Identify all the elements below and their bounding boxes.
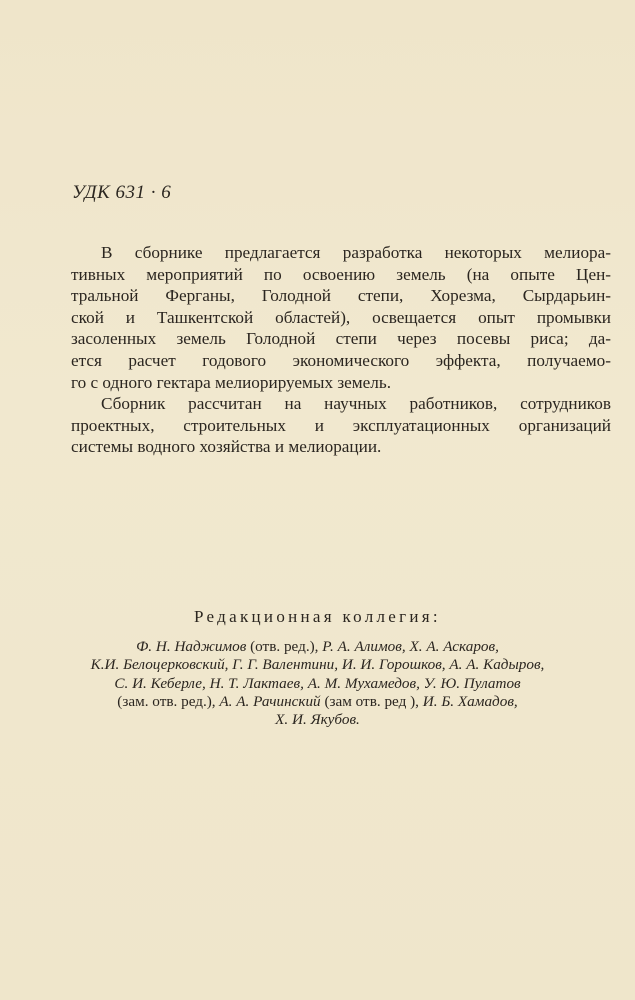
board-member-line xyxy=(0,675,635,693)
board-member-name: И. Б. Хамадов, xyxy=(422,692,518,710)
abstract-line: ской и Ташкентской областей), освещается опыт промывки xyxy=(71,307,611,327)
board-member-line xyxy=(0,656,635,674)
abstract-line: ется расчет годового экономического эффекта, получаемо- xyxy=(71,350,611,370)
board-member-name: Р. А. Алимов, Х. А. Аскаров, xyxy=(322,638,499,655)
board-member-line xyxy=(0,693,635,711)
board-member-role: (зам отв. ред ), xyxy=(320,692,423,710)
board-member-name: Х. И. Якубов. xyxy=(275,711,360,729)
abstract-line: системы водного хозяйства и мелиорации. xyxy=(71,437,382,457)
abstract-line: го с одного гектара мелиорируемых земель. xyxy=(71,372,392,392)
board-member-name: А. А. Рачинский xyxy=(219,692,321,710)
editorial-board-members xyxy=(0,638,635,729)
abstract-line: Сборник рассчитан на научных работников, сотрудников xyxy=(101,394,611,414)
abstract-line: В сборнике предлагается разработка некоторых мелиора- xyxy=(101,243,611,262)
board-member-name: С. И. Кеберле, Н. Т. Лактаев, А. М. Мухамедов, У. Ю. Пулатов xyxy=(114,674,521,692)
board-member-name: Ф. Н. Наджимов xyxy=(136,638,247,655)
abstract-line: засоленных земель Голодной степи через посевы риса; да- xyxy=(71,329,611,349)
abstract-text xyxy=(71,242,611,458)
board-member-role: (зам. отв. ред.), xyxy=(117,692,220,710)
abstract-line: тральной Ферганы, Голодной степи, Хорезма, Сырдарьин- xyxy=(71,286,611,306)
board-member-name: К.И. Белоцерковский, Г. Г. Валентини, И. И. Горошков, А. А. Кадыров, xyxy=(90,656,545,674)
board-member-role: (отв. ред.), xyxy=(246,638,323,655)
editorial-board-heading: Редакционная коллегия: xyxy=(194,607,441,626)
abstract-line: тивных мероприятий по освоению земель (на опыте Цен- xyxy=(71,264,611,284)
abstract-line: проектных, строительных и эксплуатационных организаций xyxy=(71,415,611,435)
board-member-line xyxy=(0,638,635,656)
board-member-line xyxy=(0,711,635,729)
udk-code: УДК 631 · 6 xyxy=(72,182,172,203)
